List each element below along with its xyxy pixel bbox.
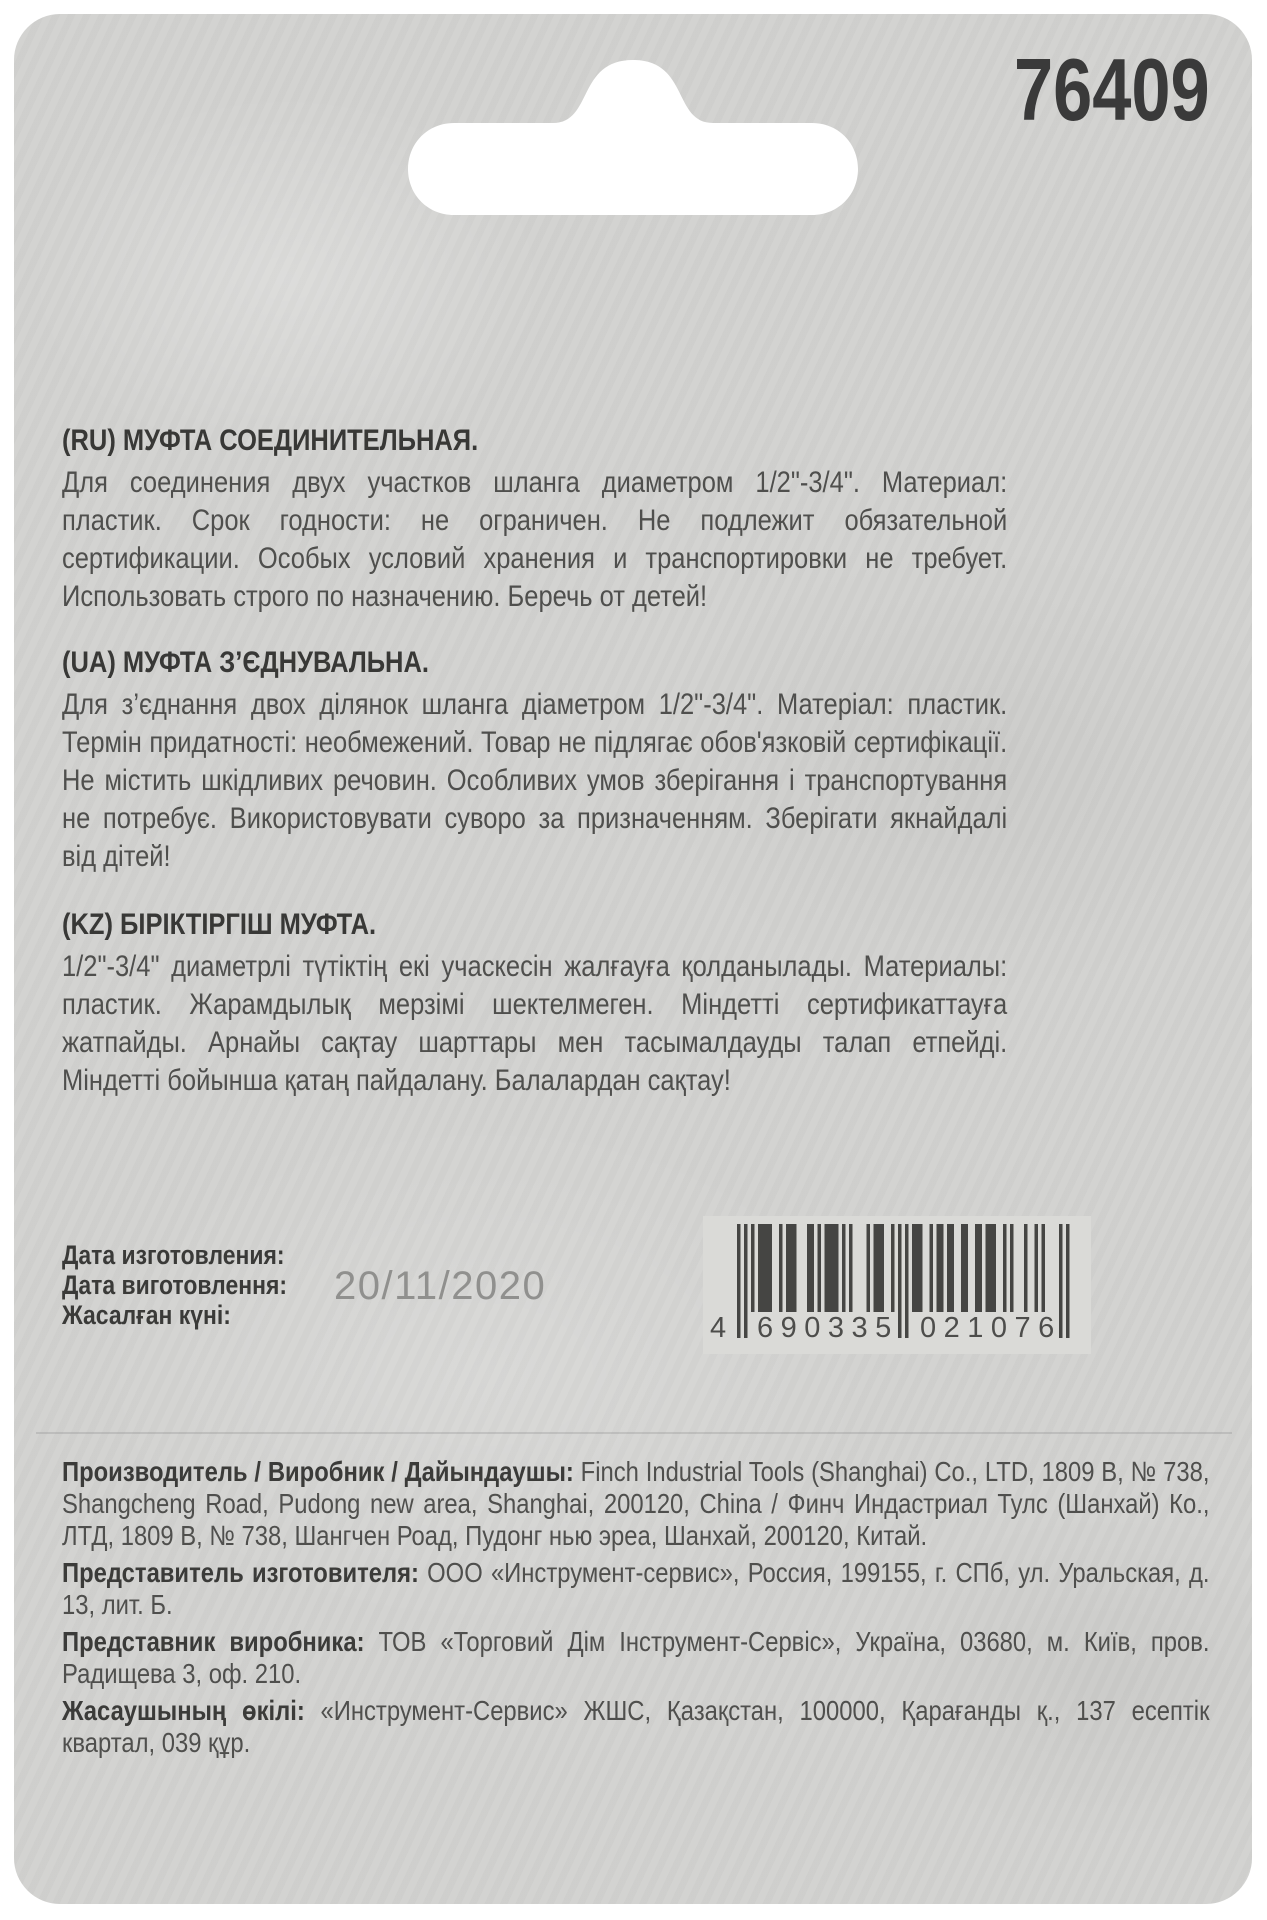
manufacturer-lead: Производитель / Виробник / Дайындаушы: xyxy=(62,1456,574,1487)
manufacture-date-value: 20/11/2020 xyxy=(334,1264,547,1308)
barcode-digit-first: 4 xyxy=(710,1312,727,1344)
section-kz-title: (KZ) БІРІКТІРГІШ МУФТА. xyxy=(62,908,377,941)
representative-ru-line xyxy=(62,1557,1210,1621)
section-ua xyxy=(62,646,1007,876)
manufacturer-text: Finch Industrial Tools (Shanghai) Co., LTD, 1809 B, № 738, Shangcheng Road, Pudong new area, Shanghai, 200120, China / Финч Индастриал Тулс (Шанхай) Ко., ЛТД, 1809 В, № 738, Шангчен Роад, Пудонг нью эреа, Шанхай, 200120, Китай. xyxy=(62,1456,1210,1551)
representative-ua-line xyxy=(62,1626,1210,1690)
barcode xyxy=(703,1216,1091,1354)
section-kz-body: 1/2"-3/4" диаметрлі түтіктің екі учаскесін жалғауға қолданылады. Материалы: пластик. Жарамдылық мерзімі шектелмеген. Міндетті сертификаттауға жатпайды. Арнайы сақтау шарттары мен тасымалдауды талап етпейді. Міндетті бойынша қатаң пайдалану. Балалардан сақтау! xyxy=(62,950,1008,1097)
representative-kz-line xyxy=(62,1695,1210,1759)
manufacturer-line xyxy=(62,1456,1210,1552)
date-label-ua: Дата виготовлення: xyxy=(62,1270,287,1300)
footer-divider xyxy=(36,1432,1232,1434)
representative-kz-text: «Инструмент-Сервис» ЖШС, Қазақстан, 100000, Қарағанды қ., 137 есептік квартал, 039 құр. xyxy=(62,1695,1210,1758)
hang-slot-cutout xyxy=(408,56,858,216)
representative-kz-lead: Жасаушының өкілі: xyxy=(62,1695,305,1726)
date-label-ru: Дата изготовления: xyxy=(62,1240,285,1270)
barcode-digit-group-left: 690335 xyxy=(757,1312,899,1344)
product-sku: 76409 xyxy=(1014,40,1210,139)
section-ru xyxy=(62,424,1007,616)
barcode-digit-group-right: 021076 xyxy=(920,1312,1062,1344)
section-ua-body: Для з’єднання двох ділянок шланга діаметром 1/2"-3/4". Матеріал: пластик. Термін придатності: необмежений. Товар не підлягає обов'язковій сертифікації. Не містить шкідливих речовин. Особливих умов зберігання і транспортування не потребує. Використовувати суворо за призначенням. Зберігати якнайдалі від дітей! xyxy=(62,688,1008,873)
section-ru-body: Для соединения двух участков шланга диаметром 1/2"-3/4". Материал: пластик. Срок годности: не ограничен. Не подлежит обязательной сертификации. Особых условий хранения и транспортировки не требует. Использовать строго по назначению. Беречь от детей! xyxy=(62,466,1008,613)
section-ru-title: (RU) МУФТА СОЕДИНИТЕЛЬНАЯ. xyxy=(62,424,479,457)
manufacturer-info xyxy=(62,1456,1210,1764)
representative-ru-lead: Представитель изготовителя: xyxy=(62,1557,419,1588)
representative-ru-text: ООО «Инструмент-сервис», Россия, 199155, г. СПб, ул. Уральская, д. 13, лит. Б. xyxy=(62,1557,1210,1620)
section-kz xyxy=(62,908,1007,1100)
section-ua-title: (UA) МУФТА З’ЄДНУВАЛЬНА. xyxy=(62,646,429,679)
representative-ua-text: ТОВ «Торговий Дім Інструмент-Сервіс», Україна, 03680, м. Київ, пров. Радищева 3, оф. 210. xyxy=(62,1626,1210,1689)
barcode-digits xyxy=(703,1312,1091,1346)
date-label-kz: Жасалған күні: xyxy=(62,1300,231,1330)
representative-ua-lead: Представник виробника: xyxy=(62,1626,365,1657)
